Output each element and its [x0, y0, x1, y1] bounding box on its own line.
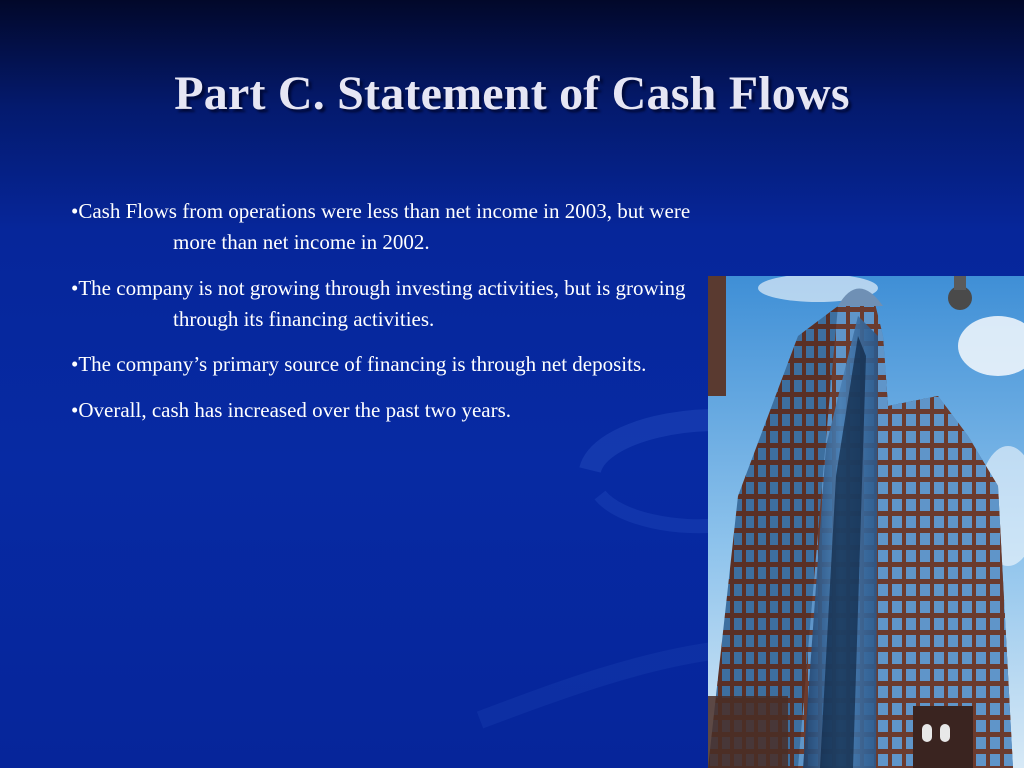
- bullet-item: •Cash Flows from operations were less than net income in 2003, but were more than net income in 2002.: [71, 199, 691, 254]
- bullet-item: •Overall, cash has increased over the past two years.: [71, 397, 512, 422]
- bullet-list: [71, 196, 691, 440]
- skyscraper-photo: [708, 276, 1024, 768]
- slide-title: Part C. Statement of Cash Flows: [174, 67, 850, 120]
- bullet-item: •The company is not growing through investing activities, but is growing through its financing activities.: [71, 275, 686, 331]
- bullet-item: •The company’s primary source of financing is through net deposits.: [71, 352, 647, 376]
